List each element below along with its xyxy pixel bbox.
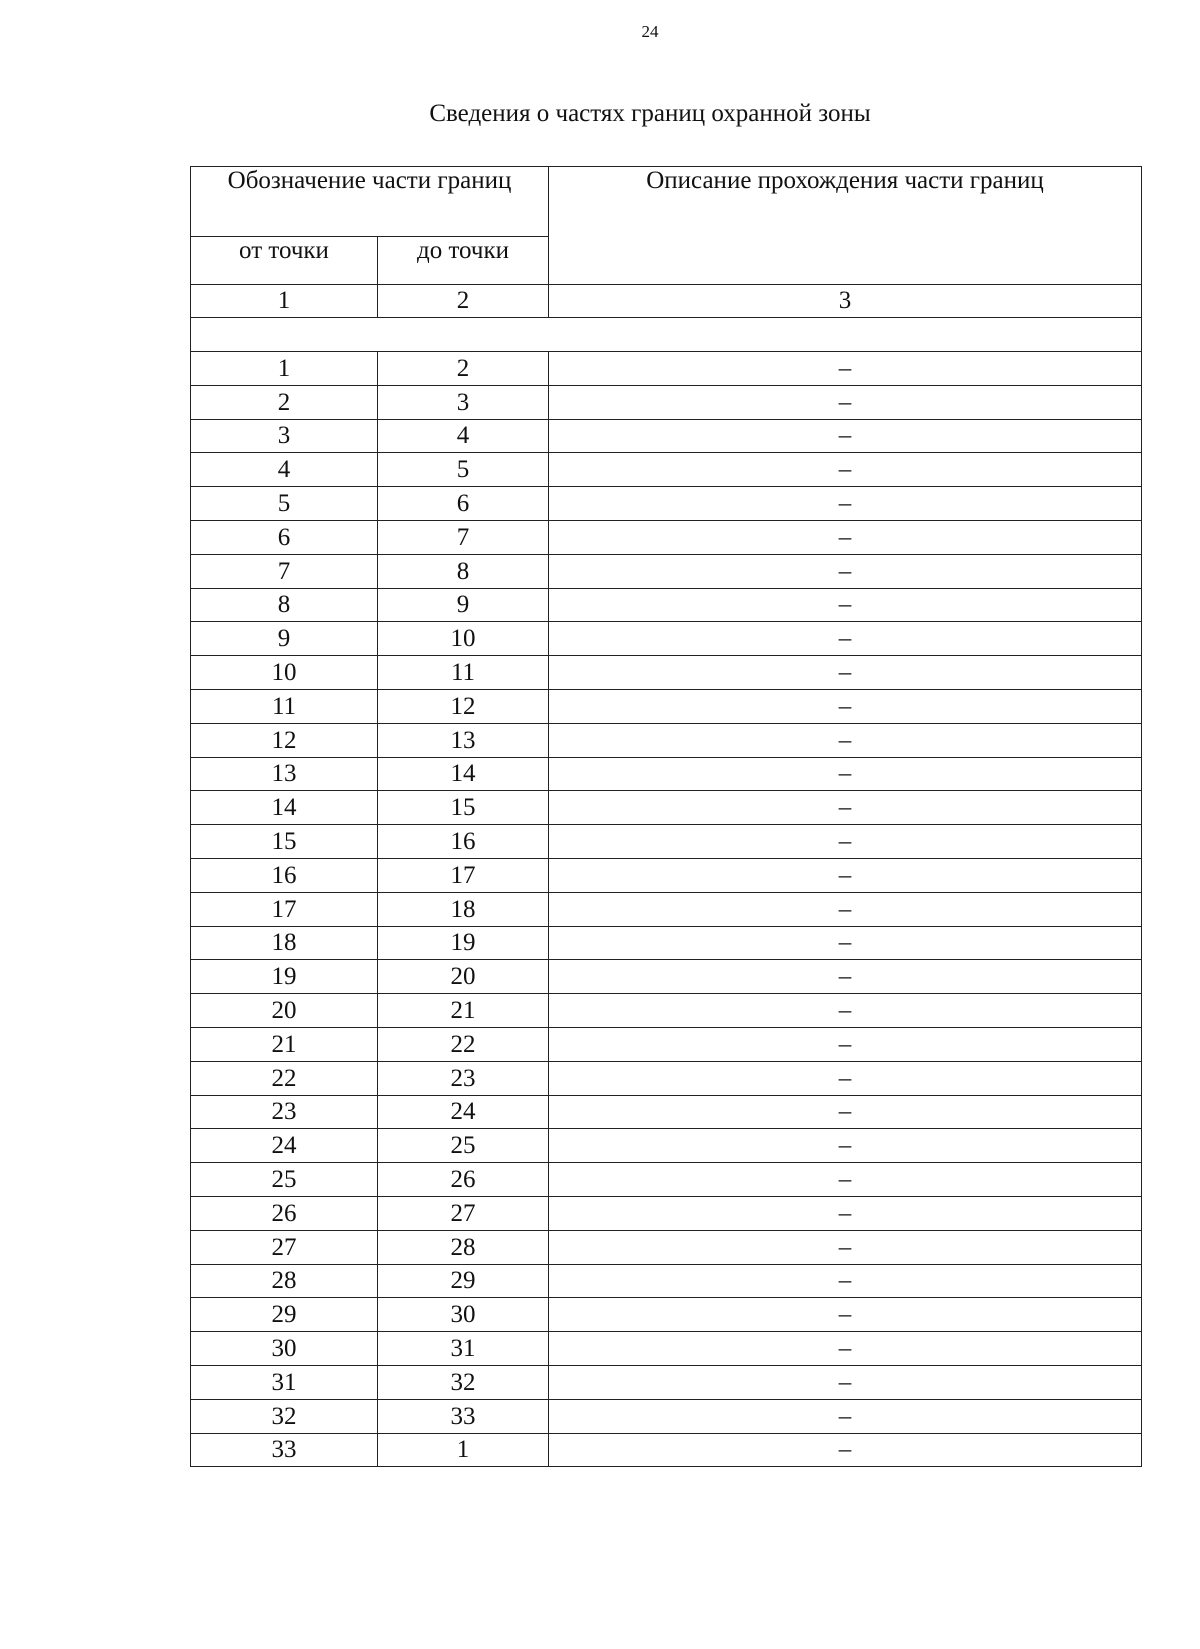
column-number-1: 1	[191, 285, 378, 318]
description-cell: –	[549, 487, 1142, 521]
table-row	[191, 588, 1142, 622]
description-cell: –	[549, 385, 1142, 419]
from-point-cell: 11	[191, 689, 378, 723]
to-point-cell: 1	[378, 1433, 549, 1467]
to-point-cell: 2	[378, 352, 549, 386]
page-title: Сведения о частях границ охранной зоны	[429, 100, 871, 127]
description-cell: –	[549, 419, 1142, 453]
from-point-cell: 1	[191, 352, 378, 386]
table-row	[191, 419, 1142, 453]
table-row	[191, 858, 1142, 892]
from-point-cell: 33	[191, 1433, 378, 1467]
description-cell: –	[549, 858, 1142, 892]
table-row	[191, 622, 1142, 656]
description-cell: –	[549, 1095, 1142, 1129]
description-cell: –	[549, 352, 1142, 386]
from-point-cell: 20	[191, 994, 378, 1028]
to-point-cell: 4	[378, 419, 549, 453]
from-point-cell: 18	[191, 926, 378, 960]
from-point-cell: 14	[191, 791, 378, 825]
from-point-cell: 17	[191, 892, 378, 926]
from-point-cell: 22	[191, 1061, 378, 1095]
from-point-cell: 9	[191, 622, 378, 656]
from-point-cell: 23	[191, 1095, 378, 1129]
description-cell: –	[549, 1365, 1142, 1399]
table-row	[191, 453, 1142, 487]
from-point-cell: 8	[191, 588, 378, 622]
description-cell: –	[549, 1163, 1142, 1197]
to-point-cell: 11	[378, 656, 549, 690]
column-number-2: 2	[378, 285, 549, 318]
description-cell: –	[549, 926, 1142, 960]
table-row	[191, 926, 1142, 960]
to-point-cell: 5	[378, 453, 549, 487]
table-row	[191, 1027, 1142, 1061]
description-cell: –	[549, 1230, 1142, 1264]
description-cell: –	[549, 689, 1142, 723]
to-point-cell: 14	[378, 757, 549, 791]
table-row	[191, 825, 1142, 859]
to-point-cell: 21	[378, 994, 549, 1028]
table-row	[191, 1163, 1142, 1197]
description-cell: –	[549, 1027, 1142, 1061]
from-point-cell: 24	[191, 1129, 378, 1163]
from-point-cell: 2	[191, 385, 378, 419]
to-point-cell: 15	[378, 791, 549, 825]
header-to-point: до точки	[378, 237, 549, 285]
to-point-cell: 30	[378, 1298, 549, 1332]
description-cell: –	[549, 994, 1142, 1028]
header-boundary-designation: Обозначение части границ	[191, 167, 549, 237]
to-point-cell: 6	[378, 487, 549, 521]
table-row	[191, 487, 1142, 521]
from-point-cell: 21	[191, 1027, 378, 1061]
to-point-cell: 26	[378, 1163, 549, 1197]
table-row	[191, 1230, 1142, 1264]
from-point-cell: 27	[191, 1230, 378, 1264]
table-row	[191, 994, 1142, 1028]
description-cell: –	[549, 1298, 1142, 1332]
boundary-parts-table	[190, 166, 1142, 1467]
to-point-cell: 7	[378, 520, 549, 554]
description-cell: –	[549, 453, 1142, 487]
from-point-cell: 31	[191, 1365, 378, 1399]
to-point-cell: 27	[378, 1196, 549, 1230]
table-row	[191, 1061, 1142, 1095]
from-point-cell: 4	[191, 453, 378, 487]
table-row	[191, 723, 1142, 757]
from-point-cell: 29	[191, 1298, 378, 1332]
description-cell: –	[549, 656, 1142, 690]
description-cell: –	[549, 1129, 1142, 1163]
from-point-cell: 5	[191, 487, 378, 521]
from-point-cell: 26	[191, 1196, 378, 1230]
description-cell: –	[549, 723, 1142, 757]
to-point-cell: 22	[378, 1027, 549, 1061]
to-point-cell: 8	[378, 554, 549, 588]
from-point-cell: 28	[191, 1264, 378, 1298]
to-point-cell: 18	[378, 892, 549, 926]
to-point-cell: 10	[378, 622, 549, 656]
to-point-cell: 33	[378, 1399, 549, 1433]
to-point-cell: 31	[378, 1332, 549, 1366]
description-cell: –	[549, 1061, 1142, 1095]
table-body	[191, 285, 1142, 1467]
table-row	[191, 352, 1142, 386]
empty-section-cell	[191, 318, 1142, 352]
description-cell: –	[549, 1332, 1142, 1366]
to-point-cell: 9	[378, 588, 549, 622]
header-from-point: от точки	[191, 237, 378, 285]
from-point-cell: 12	[191, 723, 378, 757]
empty-section-row	[191, 318, 1142, 352]
table-row	[191, 1298, 1142, 1332]
description-cell: –	[549, 1433, 1142, 1467]
column-number-3: 3	[549, 285, 1142, 318]
to-point-cell: 20	[378, 960, 549, 994]
to-point-cell: 13	[378, 723, 549, 757]
to-point-cell: 12	[378, 689, 549, 723]
from-point-cell: 15	[191, 825, 378, 859]
table-row	[191, 1264, 1142, 1298]
from-point-cell: 10	[191, 656, 378, 690]
table-row	[191, 791, 1142, 825]
description-cell: –	[549, 1399, 1142, 1433]
from-point-cell: 25	[191, 1163, 378, 1197]
from-point-cell: 7	[191, 554, 378, 588]
description-cell: –	[549, 825, 1142, 859]
table-row	[191, 1365, 1142, 1399]
description-cell: –	[549, 791, 1142, 825]
description-cell: –	[549, 554, 1142, 588]
to-point-cell: 32	[378, 1365, 549, 1399]
table-row	[191, 1129, 1142, 1163]
table-row	[191, 1095, 1142, 1129]
to-point-cell: 17	[378, 858, 549, 892]
table-row	[191, 1433, 1142, 1467]
table-row	[191, 757, 1142, 791]
from-point-cell: 3	[191, 419, 378, 453]
column-number-row	[191, 285, 1142, 318]
description-cell: –	[549, 757, 1142, 791]
table-row	[191, 385, 1142, 419]
table-row	[191, 1196, 1142, 1230]
description-cell: –	[549, 960, 1142, 994]
description-cell: –	[549, 588, 1142, 622]
table-row	[191, 554, 1142, 588]
to-point-cell: 25	[378, 1129, 549, 1163]
to-point-cell: 29	[378, 1264, 549, 1298]
table-row	[191, 892, 1142, 926]
description-cell: –	[549, 892, 1142, 926]
to-point-cell: 16	[378, 825, 549, 859]
table-row	[191, 520, 1142, 554]
description-cell: –	[549, 1196, 1142, 1230]
to-point-cell: 23	[378, 1061, 549, 1095]
description-cell: –	[549, 520, 1142, 554]
to-point-cell: 24	[378, 1095, 549, 1129]
from-point-cell: 32	[191, 1399, 378, 1433]
description-cell: –	[549, 622, 1142, 656]
table-row	[191, 656, 1142, 690]
page-number: 24	[641, 22, 659, 41]
table-row	[191, 1332, 1142, 1366]
table-row	[191, 1399, 1142, 1433]
description-cell: –	[549, 1264, 1142, 1298]
to-point-cell: 3	[378, 385, 549, 419]
table-row	[191, 689, 1142, 723]
from-point-cell: 13	[191, 757, 378, 791]
from-point-cell: 16	[191, 858, 378, 892]
from-point-cell: 30	[191, 1332, 378, 1366]
table-row	[191, 960, 1142, 994]
from-point-cell: 19	[191, 960, 378, 994]
to-point-cell: 19	[378, 926, 549, 960]
header-boundary-description: Описание прохождения части границ	[549, 167, 1142, 285]
from-point-cell: 6	[191, 520, 378, 554]
to-point-cell: 28	[378, 1230, 549, 1264]
